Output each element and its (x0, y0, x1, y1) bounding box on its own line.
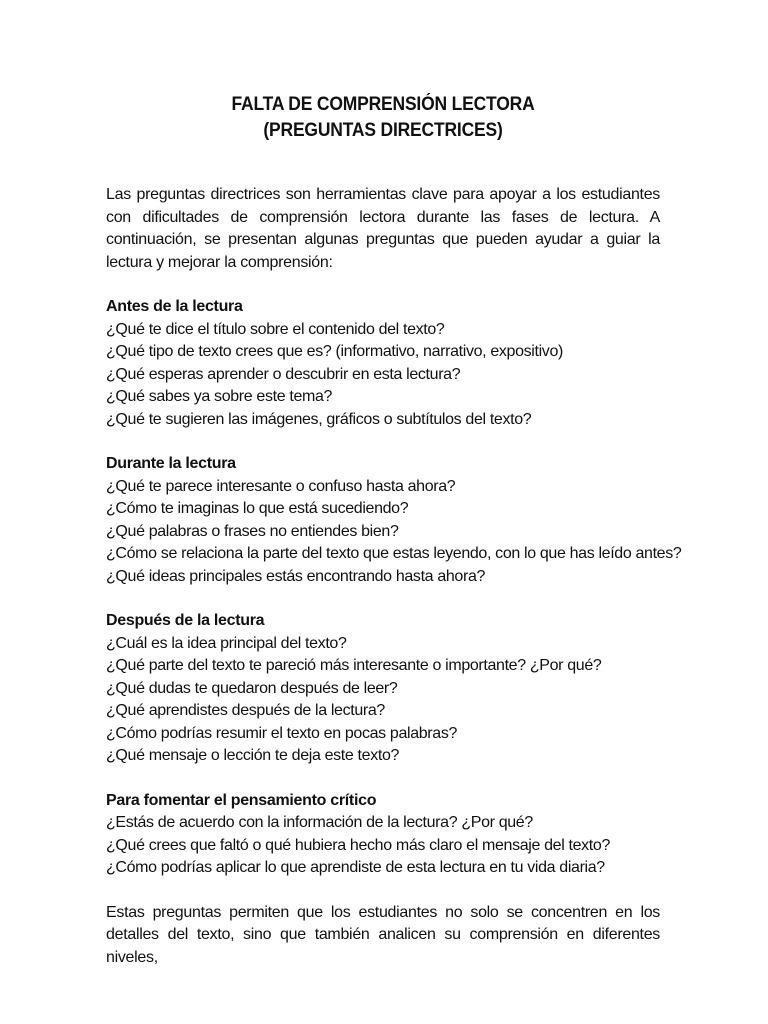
question-item: ¿Estás de acuerdo con la información de la lectura? ¿Por qué? (106, 814, 533, 831)
question-list (106, 812, 660, 880)
intro-paragraph: Las preguntas directrices son herramientas clave para apoyar a los estudiantes con dificultades de comprensión lectora durante las fases de lectura. A continuación, se presentan algunas preguntas que pueden ayudar a guiar la lectura y mejorar la comprensión: (106, 186, 660, 271)
question-item: ¿Qué te sugieren las imágenes, gráficos o subtítulos del texto? (106, 410, 532, 428)
question-item: ¿Cuál es la idea principal del texto? (106, 634, 347, 652)
question-item: ¿Cómo podrías resumir el texto en pocas palabras? (106, 724, 458, 742)
question-item: ¿Cómo se relaciona la parte del texto que estas leyendo, con lo que has leído antes? (106, 545, 682, 562)
question-list (106, 476, 682, 589)
section-heading: Antes de la lectura (106, 298, 243, 315)
section-heading: Después de la lectura (106, 612, 265, 629)
question-section (106, 790, 660, 880)
question-section (106, 453, 682, 588)
closing-paragraph: Estas preguntas permiten que los estudiantes no solo se concentren en los detalles del texto, sino que también analicen su comprensión en diferentes niveles, (106, 903, 660, 966)
question-item: ¿Qué palabras o frases no entiendes bien? (106, 522, 399, 540)
question-list (106, 319, 660, 432)
question-item: ¿Qué sabes ya sobre este tema? (106, 388, 333, 405)
section-heading: Para fomentar el pensamiento crítico (106, 791, 377, 809)
question-item: ¿Qué parte del texto te pareció más interesante o importante? ¿Por qué? (106, 657, 602, 674)
question-item: ¿Qué esperas aprender o descubrir en esta lectura? (106, 365, 461, 383)
question-item: ¿Qué dudas te quedaron después de leer? (106, 679, 398, 697)
question-list (106, 633, 660, 768)
question-section (106, 610, 660, 768)
question-item: ¿Qué ideas principales estás encontrando hasta ahora? (106, 567, 486, 585)
question-item: ¿Qué crees que faltó o qué hubiera hecho más claro el mensaje del texto? (106, 836, 611, 854)
title-line-1: FALTA DE COMPRENSIÓN LECTORA (231, 94, 535, 115)
question-item: ¿Qué te parece interesante o confuso hasta ahora? (106, 477, 456, 495)
document-page (106, 92, 682, 969)
question-section (106, 296, 660, 431)
question-item: ¿Cómo te imaginas lo que está sucediendo? (106, 500, 409, 517)
document-title (128, 92, 638, 144)
question-item: ¿Qué mensaje o lección te deja este texto? (106, 747, 400, 764)
title-line-2: (PREGUNTAS DIRECTRICES) (263, 120, 503, 141)
sections-container (106, 296, 682, 880)
question-item: ¿Qué tipo de texto crees que es? (informativo, narrativo, expositivo) (106, 343, 563, 360)
question-item: ¿Cómo podrías aplicar lo que aprendiste de esta lectura en tu vida diaria? (106, 859, 605, 876)
question-item: ¿Qué te dice el título sobre el contenido del texto? (106, 320, 445, 338)
section-heading: Durante la lectura (106, 455, 236, 472)
question-item: ¿Qué aprendistes después de la lectura? (106, 702, 385, 719)
